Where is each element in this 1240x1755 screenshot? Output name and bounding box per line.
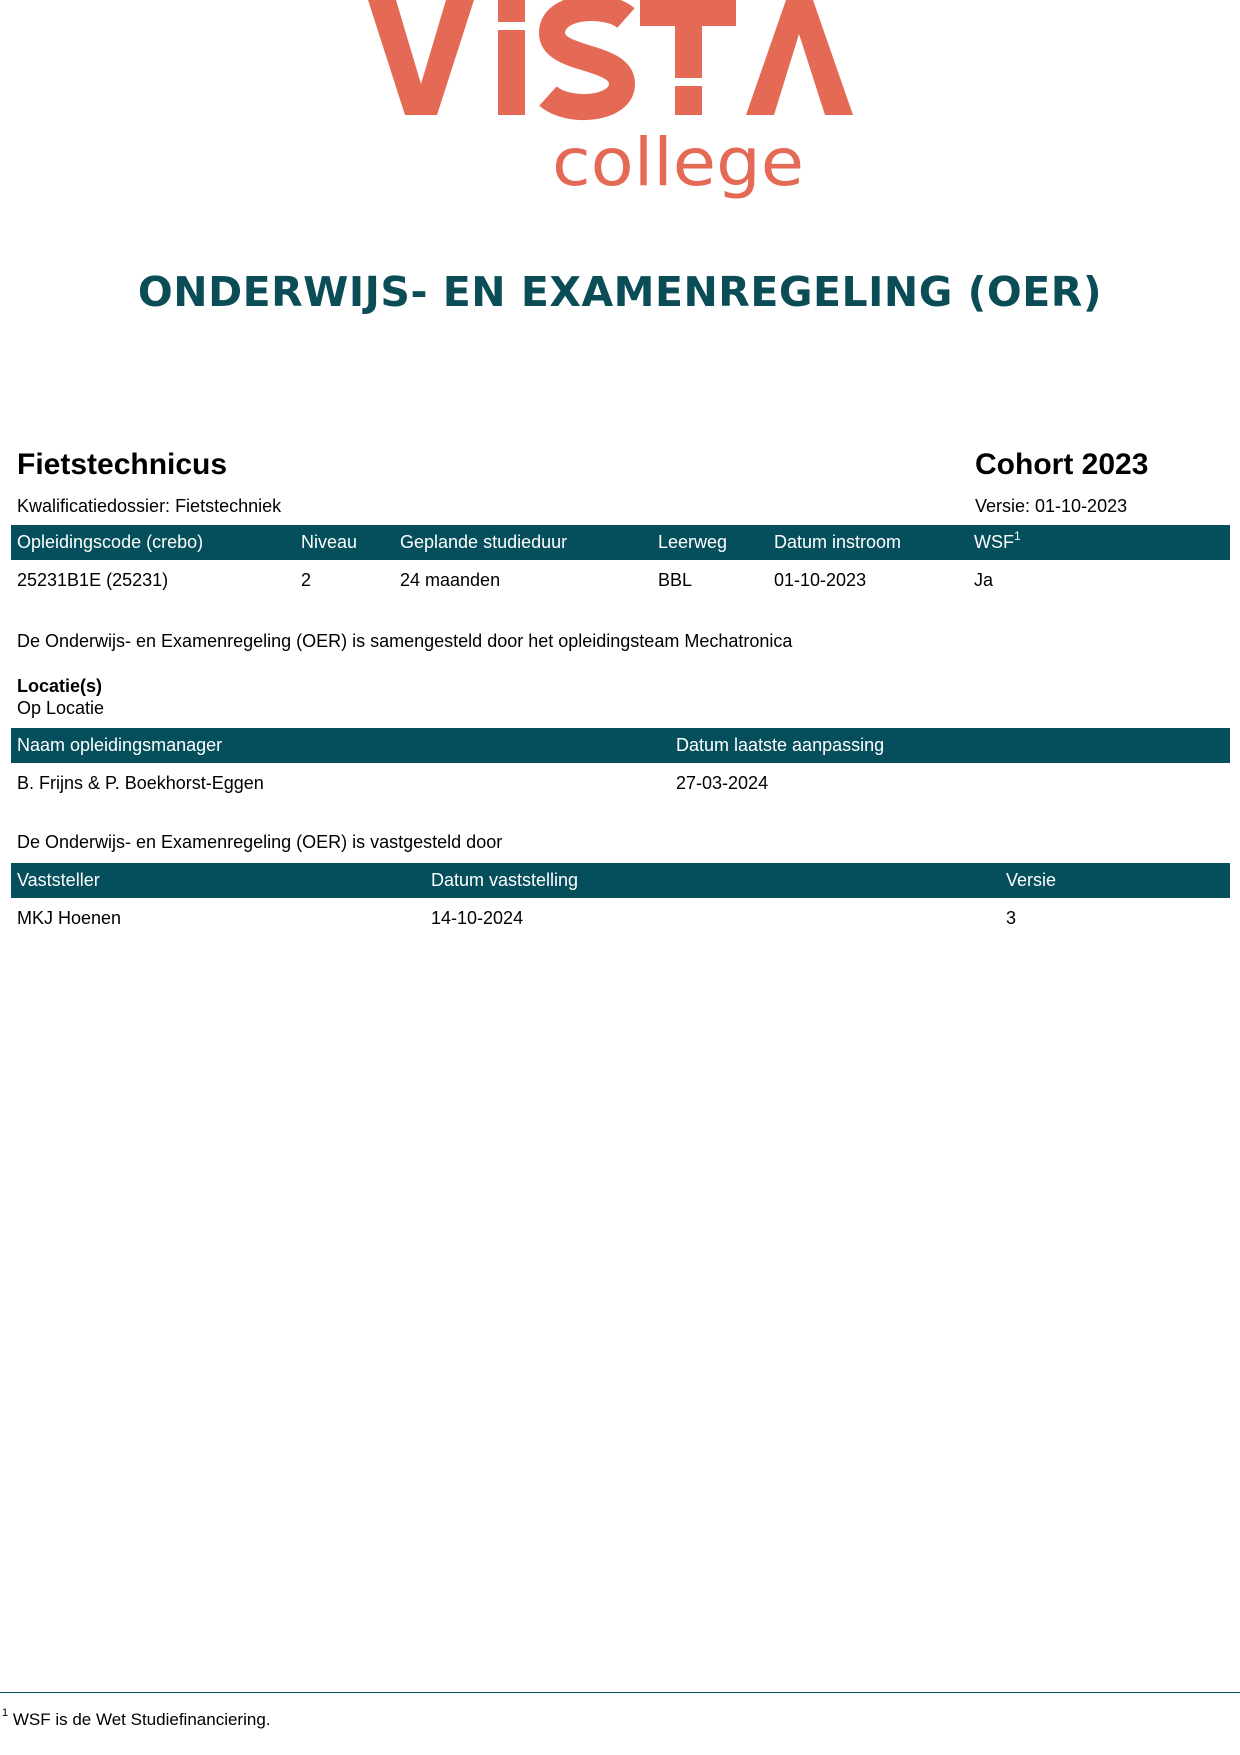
cell-vaststeller: MKJ Hoenen [17,907,122,928]
wsf-footnote-mark: 1 [1014,529,1021,543]
locations-value: Op Locatie [17,698,105,718]
cell-leerweg: BBL [658,569,693,590]
qualification-dossier: Kwalificatiedossier: Fietstechniek [17,496,282,516]
approval-table-header [11,863,1230,898]
header-wsf-label: WSF [974,532,1014,552]
footnote-mark: 1 [2,1707,9,1719]
cell-manager-name: B. Frijns & P. Boekhorst-Eggen [17,772,264,793]
cell-wsf: Ja [974,569,994,590]
header-leerweg: Leerweg [652,525,768,560]
cell-studieduur: 24 maanden [400,569,501,590]
program-table [11,525,1230,600]
header-versie: Versie [1000,863,1230,898]
cell-versie: 3 [1006,907,1017,928]
table-row [11,560,1230,600]
document-title: ONDERWIJS- EN EXAMENREGELING (OER) [137,268,1103,316]
manager-table-header [11,728,1230,763]
table-row [11,898,1230,938]
locations-label: Locatie(s) [17,676,103,696]
established-by-text: De Onderwijs- en Examenregeling (OER) is vastgesteld door [17,832,503,852]
cell-last-modified: 27-03-2024 [676,772,769,793]
composed-by-text: De Onderwijs- en Examenregeling (OER) is samengesteld door het opleidingsteam Mechatronica [17,631,793,651]
footnote-divider [0,1692,1240,1693]
version-date: Versie: 01-10-2023 [975,496,1128,516]
logo-subtitle: college [552,124,804,201]
vista-college-logo [368,0,868,205]
cell-opleidingscode: 25231B1E (25231) [17,569,169,590]
header-datum-vaststelling: Datum vaststelling [425,863,1000,898]
footnote-text: WSF is de Wet Studiefinanciering. [12,1710,271,1729]
header-wsf [968,525,1230,560]
cell-datum-vaststelling: 14-10-2024 [431,907,524,928]
header-manager-name: Naam opleidingsmanager [11,728,670,763]
program-table-header [11,525,1230,560]
table-row [11,763,1230,803]
header-last-modified: Datum laatste aanpassing [670,728,1230,763]
approval-table [11,863,1230,938]
footnote [2,1707,271,1730]
manager-table [11,728,1230,803]
header-studieduur: Geplande studieduur [394,525,652,560]
cohort-label: Cohort 2023 [975,448,1149,481]
header-niveau: Niveau [295,525,394,560]
program-name: Fietstechnicus [17,448,228,481]
cell-datum-instroom: 01-10-2023 [774,569,867,590]
header-datum-instroom: Datum instroom [768,525,968,560]
header-opleidingscode: Opleidingscode (crebo) [11,525,295,560]
header-vaststeller: Vaststeller [11,863,425,898]
cell-niveau: 2 [301,569,312,590]
